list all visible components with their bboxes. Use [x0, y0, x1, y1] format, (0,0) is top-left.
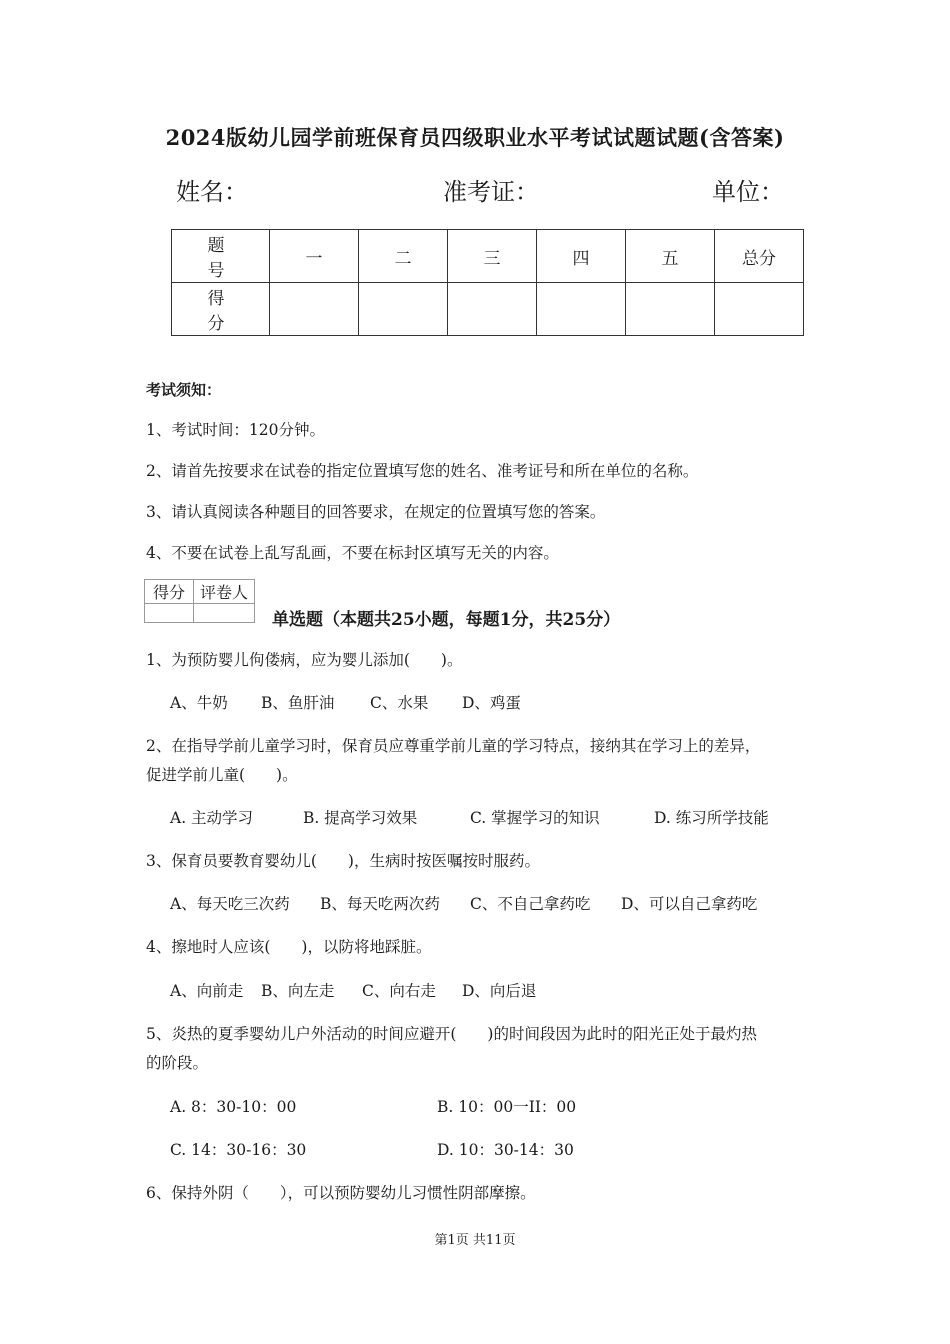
option: A、向前走 [170, 982, 244, 1000]
score-table-header-cell: 三 [448, 230, 537, 283]
option: C. 掌握学习的知识 [470, 809, 600, 827]
score-cell [270, 283, 359, 336]
document-title: 2024版幼儿园学前班保育员四级职业水平考试试题试题(含答案) [165, 125, 785, 150]
option: B. 10：00一II：00 [437, 1098, 577, 1116]
option: C、向右走 [362, 982, 436, 1000]
question-stem-cont: 促进学前儿童( )。 [146, 766, 298, 784]
option: D、鸡蛋 [462, 694, 521, 712]
option: C. 14：30-16：30 [170, 1141, 307, 1159]
score-table-header-cell: 二 [359, 230, 448, 283]
option: D、向后退 [462, 982, 537, 1000]
option: B. 提高学习效果 [303, 809, 418, 827]
score-cell [359, 283, 448, 336]
option: A. 主动学习 [170, 809, 254, 827]
option: D. 10：30-14：30 [437, 1141, 574, 1159]
option: D. 练习所学技能 [654, 809, 769, 827]
score-cell [715, 283, 804, 336]
option: A. 8：30-10：00 [170, 1098, 297, 1116]
option: A、每天吃三次药 [170, 895, 290, 913]
option: B、每天吃两次药 [320, 895, 440, 913]
score-table-header-cell: 五 [626, 230, 715, 283]
score-table-header-row [172, 230, 804, 283]
score-table-header-cell: 一 [270, 230, 359, 283]
notice-heading: 考试须知： [146, 381, 222, 399]
question-stem-cont: 的阶段。 [146, 1054, 209, 1072]
name-label: 姓名： [176, 178, 248, 206]
option: B、向左走 [261, 982, 335, 1000]
grader-box [144, 579, 255, 623]
grader-score-cell [145, 604, 194, 623]
score-table-header-cell: 四 [537, 230, 626, 283]
option: C、水果 [370, 694, 429, 712]
question-stem: 6、保持外阴（ ），可以预防婴幼儿习惯性阴部摩擦。 [146, 1184, 536, 1202]
score-cell [448, 283, 537, 336]
notice-item: 4、不要在试卷上乱写乱画，不要在标封区填写无关的内容。 [146, 544, 559, 562]
option: A、牛奶 [170, 694, 228, 712]
score-table [171, 229, 804, 336]
grader-reviewer-label: 评卷人 [194, 580, 255, 604]
section-title: 单选题（本题共25小题，每题1分，共25分） [272, 610, 621, 630]
score-table-header-cell: 总分 [715, 230, 804, 283]
exam-id-label: 准考证： [443, 178, 539, 206]
question-stem: 1、为预防婴儿佝偻病，应为婴儿添加( )。 [146, 651, 463, 669]
page-footer: 第1页 共11页 [434, 1233, 516, 1248]
option: B、鱼肝油 [261, 694, 335, 712]
question-stem: 4、擦地时人应该( )，以防将地踩脏。 [146, 938, 432, 956]
notice-item: 1、考试时间：120分钟。 [146, 421, 325, 439]
score-row-label: 得 分 [172, 283, 270, 336]
grader-reviewer-cell [194, 604, 255, 623]
question-stem: 5、炎热的夏季婴幼儿户外活动的时间应避开( )的时间段因为此时的阳光正处于最灼热 [146, 1025, 757, 1043]
option: C、不自己拿药吃 [470, 895, 591, 913]
score-cell [626, 283, 715, 336]
question-stem: 3、保育员要教育婴幼儿( )，生病时按医嘱按时服药。 [146, 852, 540, 870]
question-stem: 2、在指导学前儿童学习时，保育员应尊重学前儿童的学习特点，接纳其在学习上的差异， [146, 737, 761, 755]
score-table-header-cell: 题 号 [172, 230, 270, 283]
notice-item: 2、请首先按要求在试卷的指定位置填写您的姓名、准考证号和所在单位的名称。 [146, 462, 699, 480]
score-table-score-row [172, 283, 804, 336]
score-cell [537, 283, 626, 336]
grader-score-label: 得分 [145, 580, 194, 604]
unit-label: 单位： [712, 178, 784, 206]
option: D、可以自己拿药吃 [621, 895, 758, 913]
notice-item: 3、请认真阅读各种题目的回答要求，在规定的位置填写您的答案。 [146, 503, 606, 521]
